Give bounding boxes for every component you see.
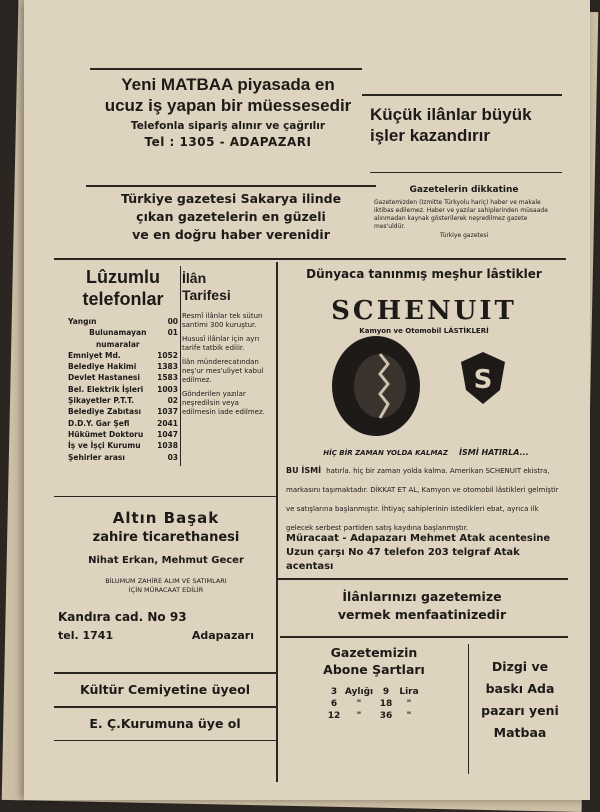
rule-schenuit-bottom	[278, 578, 568, 580]
matbaa-line1: Yeni MATBAA piyasada en	[121, 75, 335, 94]
turkiye-ad	[86, 190, 376, 244]
phone-name: Devlet Hastanesi	[68, 373, 140, 383]
turkiye-line1: Türkiye gazetesi Sakarya ilinde	[120, 191, 342, 206]
slogan-right: İSMİ HATIRLA...	[459, 448, 529, 457]
rule-luzumlu-right	[180, 266, 181, 466]
schenuit-slogans	[286, 440, 566, 459]
phone-number: 03	[167, 452, 178, 462]
phone-number: 1047	[157, 429, 178, 439]
ilanlariniz-ad	[280, 588, 564, 624]
altin-title: Altın Başak	[112, 509, 220, 527]
abone-unit: "	[356, 711, 362, 721]
phone-name: İş ve İşçi Kurumu	[68, 441, 141, 451]
dizgi-ad	[472, 656, 568, 744]
phone-name: Şikayetler P.T.T.	[68, 396, 134, 406]
phone-row	[68, 395, 178, 406]
turkiye-line3: ve en doğru haber verenidir	[132, 227, 330, 242]
dikkat-title: Gazetelerin dikkatine	[409, 185, 519, 195]
abone-unit: Aylığı	[344, 687, 374, 697]
rule-ecocuk-bottom	[54, 740, 276, 741]
altin-sub: zahire ticarethanesi	[92, 530, 240, 545]
abone-row	[326, 698, 466, 710]
newspaper-page	[24, 0, 590, 800]
rule-kucuk-top	[362, 94, 562, 96]
phone-name: Emniyet Md.	[68, 350, 121, 360]
dikkat-sign: Türkiye gazetesi	[439, 232, 489, 239]
phone-row	[68, 406, 178, 417]
abone-title1: Gazetemizin	[330, 645, 418, 660]
schenuit-shield-logo	[458, 350, 508, 406]
abone-row	[326, 710, 466, 722]
svg-text:S: S	[473, 365, 493, 395]
phone-row	[68, 384, 178, 395]
ilan-p4: Gönderilen yazılar neşredilsin veya edilmesin iade edilmez.	[182, 390, 265, 416]
phone-number: 1383	[157, 362, 178, 372]
phone-number: 1037	[157, 407, 178, 417]
phone-name: Yangın	[68, 317, 97, 326]
schenuit-ad	[280, 266, 568, 336]
schenuit-heading: Dünyaca tanınmış meşhur lâstikler	[306, 267, 542, 281]
ilanlariniz-line1: İlânlarınızı gazetemize	[342, 589, 502, 604]
phone-number: 02	[167, 396, 178, 406]
phone-row	[68, 429, 178, 440]
phone-number: 00	[167, 317, 178, 326]
slogan-left: HİÇ BİR ZAMAN YOLDA KALMAZ	[323, 449, 448, 457]
phone-number: 1583	[157, 373, 178, 383]
matbaa-ad	[86, 74, 370, 151]
abone-price: 36	[379, 711, 393, 721]
ilan-p2: Hususî ilânlar için ayrı tarife tatbik edilir.	[182, 335, 260, 352]
rule-top	[90, 68, 362, 70]
phone-name: Şehirler arası	[68, 452, 125, 462]
abone-curr: "	[406, 711, 412, 721]
luzumlu-title2: telefonlar	[82, 289, 164, 309]
rule-header-mid	[86, 185, 376, 187]
kultur-text: Kültür Cemiyetine üyeol	[79, 682, 250, 697]
ilanlariniz-line2: vermek menfaatinizedir	[337, 607, 507, 622]
phone-row	[68, 361, 178, 372]
abone-months: 6	[330, 699, 338, 709]
phone-row	[68, 372, 178, 383]
matbaa-phone: Tel : 1305 - ADAPAZARI	[144, 135, 312, 149]
phone-row	[68, 316, 178, 327]
luzumlu-box	[68, 266, 178, 463]
altin-addr: Kandıra cad. No 93	[58, 610, 187, 624]
dizgi-line3: pazarı yeni	[481, 703, 559, 718]
ecocuk-text: E. Ç.Kurumuna üye ol	[89, 716, 241, 731]
schenuit-address	[286, 532, 568, 574]
altin-small1: BİLUMUM ZAHİRE ALIM VE SATIMLARI	[105, 577, 227, 585]
phone-number: 1038	[157, 441, 178, 451]
ilan-p3: İlân münderecatından neş'ur mes'uliyet kabul edilmez.	[182, 358, 264, 384]
phone-row	[68, 440, 178, 451]
abone-row	[326, 686, 466, 698]
ilan-p1: Resmî ilânlar tek sütun santimi 300 kuruştur.	[182, 312, 263, 329]
phone-row	[68, 327, 178, 350]
tire-illustration	[330, 334, 430, 438]
phone-name: Hükümet Doktoru	[68, 429, 144, 439]
phone-number: 1003	[157, 384, 178, 394]
dizgi-line2: baskı Ada	[485, 681, 555, 696]
kucuk-ad	[370, 104, 560, 146]
altin-small2: İÇİN MÜRACAAT EDİLİR	[128, 586, 204, 594]
schenuit-body: hatırla. hiç bir zaman yolda kalma. Amerikan SCHENUIT ekistra, markasını taşımaktadır. DİKKAT ET AL, Kamyon ve otomobil lâstikleri gelmiştir ve satışlarına başlanmıştır. İhtiyaç sahiplerinin istedikleri ebat, ayrıca ilk gelecek serbest partiden satış kaydına başlanmıştır.	[286, 467, 559, 532]
rule-kultur-top	[54, 672, 276, 674]
phone-list	[68, 316, 178, 463]
ilan-title2: Tarifesi	[182, 287, 231, 303]
turkiye-line2: çıkan gazetelerin en güzeli	[136, 209, 326, 224]
phone-row	[68, 350, 178, 361]
kucuk-line2: işler kazandırır	[370, 126, 491, 145]
schenuit-body-title: BU İSMİ	[286, 466, 322, 475]
phone-number: 2041	[157, 418, 178, 428]
ecocuk-ad	[54, 714, 276, 734]
kultur-ad	[54, 680, 276, 700]
matbaa-line3: Telefonla sipariş alınır ve çağrılır	[130, 120, 326, 132]
rule-main	[54, 258, 566, 260]
phone-name: Bel. Elektrik İşleri	[68, 384, 144, 394]
kucuk-line1: Küçük ilânlar büyük	[370, 105, 532, 124]
ilan-tarifesi-box	[182, 270, 274, 417]
rule-ilanlariniz-bottom	[280, 636, 568, 638]
abone-price: 18	[379, 699, 393, 709]
phone-name: Belediye Zabıtası	[68, 407, 142, 417]
dikkat-body: Gazetemizden (Izmitte Türkyolu hariç) haber ve makale iktibas edilemez. Haber ve yazılar sahiplerinden müsaade alınmadan kaynak gösterilerek neşredilmez gazete mes'uldür.	[374, 199, 548, 230]
schenuit-sub: Kamyon ve Otomobil LÂSTİKLERİ	[359, 327, 489, 335]
schenuit-body-block	[286, 458, 566, 534]
schenuit-address-text: Müracaat - Adapazarı Mehmet Atak acentesine Uzun çarşı No 47 telefon 203 telgraf Atak acentası	[286, 533, 551, 572]
luzumlu-title1: Lûzumlu	[86, 267, 160, 287]
altin-owners: Nihat Erkan, Mehmut Gecer	[88, 555, 244, 566]
abone-list	[282, 686, 466, 722]
phone-name: Belediye Hakimi	[68, 362, 137, 372]
abone-months: 3	[330, 687, 338, 697]
abone-box	[282, 644, 466, 722]
altin-basak-ad	[58, 508, 274, 642]
dizgi-line4: Matbaa	[493, 725, 547, 740]
abone-title2: Abone Şartları	[323, 662, 425, 677]
altin-city: Adapazarı	[191, 629, 254, 642]
dikkat-notice	[374, 184, 554, 240]
abone-months: 12	[327, 711, 341, 721]
phone-number: 1052	[157, 350, 178, 360]
abone-curr: Lira	[399, 687, 419, 697]
rule-vertical-center	[276, 262, 278, 782]
dizgi-line1: Dizgi ve	[491, 659, 549, 674]
abone-price: 9	[382, 687, 390, 697]
altin-tel: tel. 1741	[58, 629, 114, 642]
rule-abone-right	[468, 644, 469, 774]
abone-unit: "	[356, 699, 362, 709]
rule-kucuk-bottom	[370, 172, 562, 173]
abone-curr: "	[406, 699, 412, 709]
phone-row	[68, 418, 178, 429]
rule-kultur-bottom	[54, 706, 276, 708]
phone-name: D.D.Y. Gar Şefi	[68, 418, 130, 428]
phone-number: 01	[167, 328, 178, 338]
rule-altin-top	[54, 496, 276, 497]
ilan-title1: İlân	[182, 270, 207, 286]
schenuit-brand: SCHENUIT	[331, 296, 517, 326]
phone-row	[68, 452, 178, 463]
phone-name: Bulunamayan numaralar	[89, 328, 147, 349]
matbaa-line2: ucuz iş yapan bir müessesedir	[104, 96, 352, 115]
